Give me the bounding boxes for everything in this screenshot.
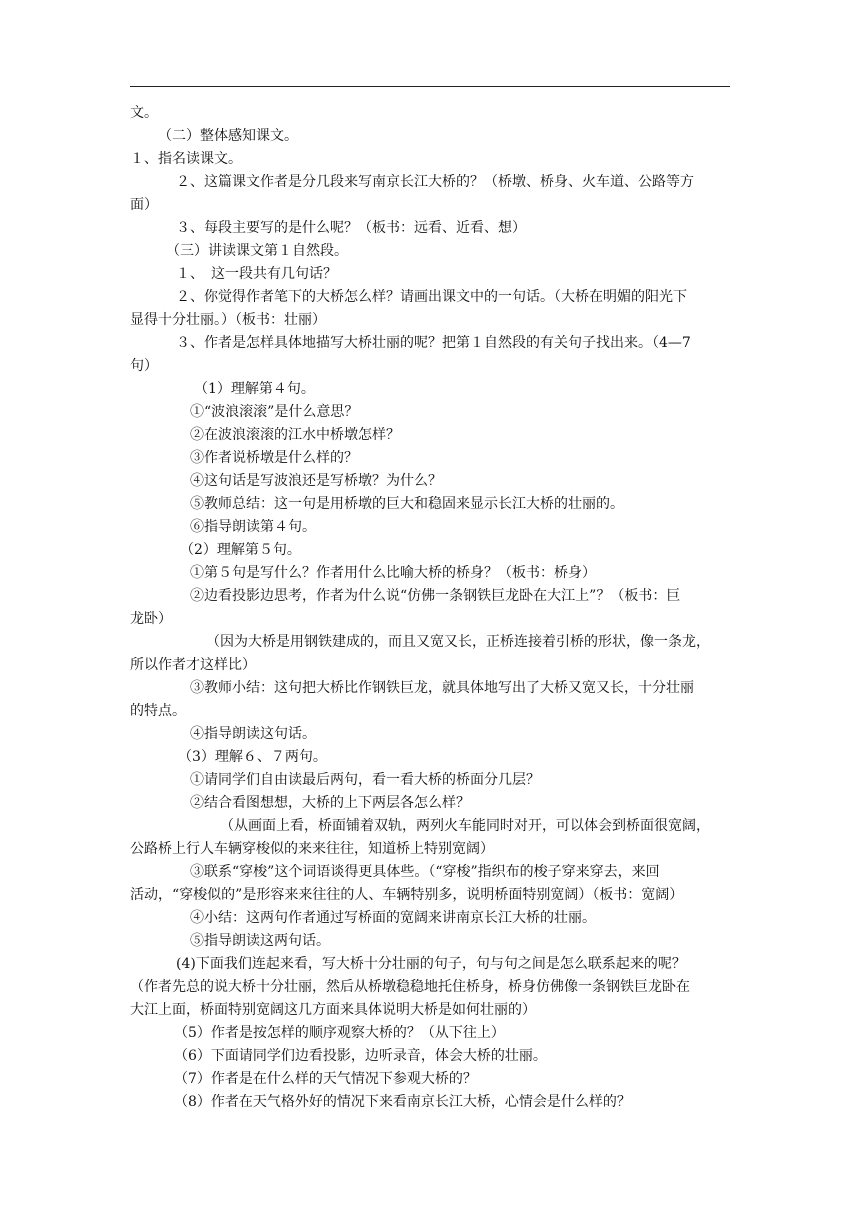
text-line: ⑥指导朗读第４句。 <box>190 519 316 535</box>
text-line: 面） <box>130 197 158 213</box>
document-body <box>130 102 730 1114</box>
text-line: ③联系“穿梭”这个词语谈得更具体些。（“穿梭”指织布的梭子穿来穿去，来回 <box>190 864 660 880</box>
text-line: 的特点。 <box>130 703 186 719</box>
text-line: （7）作者是在什么样的天气情况下参观大桥的？ <box>174 1071 477 1087</box>
text-line: ２、这篇课文作者是分几段来写南京长江大桥的？（桥墩、桥身、火车道、公路等方 <box>176 174 694 190</box>
text-line: （5）作者是按怎样的顺序观察大桥的？（从下往上） <box>174 1025 505 1041</box>
text-line: （三）讲读课文第１自然段。 <box>166 243 348 259</box>
text-line: ④小结：这两句作者通过写桥面的宽阔来讲南京长江大桥的壮丽。 <box>190 910 596 926</box>
text-line: ①“波浪滚滚”是什么意思？ <box>190 404 359 420</box>
text-line: （二）整体感知课文。 <box>158 128 298 144</box>
text-line: ④这句话是写波浪还是写桥墩？为什么？ <box>190 473 442 489</box>
text-line: ①请同学们自由读最后两句，看一看大桥的桥面分几层？ <box>190 772 540 788</box>
text-line: 显得十分壮丽。）（板书：壮丽） <box>130 312 326 328</box>
text-line: 大江上面，桥面特别宽阔这几方面来具体说明大桥是如何壮丽的） <box>130 1002 536 1018</box>
text-line: （8）作者在天气格外好的情况下来看南京长江大桥，心情会是什么样的？ <box>174 1094 631 1110</box>
text-line: ③教师小结：这句把大桥比作钢铁巨龙，就具体地写出了大桥又宽又长，十分壮丽 <box>190 680 694 696</box>
text-line: ２、你觉得作者笔下的大桥怎么样？请画出课文中的一句话。（大桥在明媚的阳光下 <box>176 289 687 305</box>
text-line: （从画面上看，桥面铺着双轨，两列火车能同时对开，可以体会到桥面很宽阔， <box>220 818 710 834</box>
header-rule <box>130 86 730 87</box>
text-line: 所以作者才这样比） <box>130 657 256 673</box>
text-line: （1）理解第４句。 <box>194 381 315 397</box>
text-line: 文。 <box>130 105 158 121</box>
text-line: ①第５句是写什么？作者用什么比喻大桥的桥身？（板书：桥身） <box>190 565 596 581</box>
text-line: ④指导朗读这句话。 <box>190 726 316 742</box>
text-line: １、指名读课文。 <box>130 151 242 167</box>
text-line: １、 这一段共有几句话？ <box>176 266 337 282</box>
text-line: ③作者说桥墩是什么样的？ <box>190 450 358 466</box>
text-line: 公路桥上行人车辆穿梭似的来来往往，知道桥上特别宽阔） <box>130 841 494 857</box>
text-line: (4)下面我们连起来看，写大桥十分壮丽的句子，句与句之间是怎么联系起来的呢？ <box>176 956 686 972</box>
text-line: （因为大桥是用钢铁建成的，而且又宽又长，正桥连接着引桥的形状，像一条龙， <box>206 634 710 650</box>
text-line: （3）理解６、７两句。 <box>178 749 327 765</box>
text-line: 龙卧） <box>130 611 172 627</box>
text-line: 活动，“穿梭似的”是形容来来往往的人、车辆特别多，说明桥面特别宽阔）（板书：宽阔） <box>130 887 684 903</box>
text-line: ⑤指导朗读这两句话。 <box>190 933 330 949</box>
text-line: ②在波浪滚滚的江水中桥墩怎样？ <box>190 427 400 443</box>
text-line: ３、作者是怎样具体地描写大桥壮丽的呢？把第１自然段的有关句子找出来。（4—7 <box>176 335 691 351</box>
text-line: ⑤教师总结：这一句是用桥墩的巨大和稳固来显示长江大桥的壮丽的。 <box>190 496 624 512</box>
text-line: （作者先总的说大桥十分壮丽，然后从桥墩稳稳地托住桥身，桥身仿佛像一条钢铁巨龙卧在 <box>130 979 690 995</box>
text-line: ②结合看图想想，大桥的上下两层各怎么样？ <box>190 795 470 811</box>
text-line: ３、每段主要写的是什么呢？（板书：远看、近看、想） <box>176 220 526 236</box>
text-line: （6）下面请同学们边看投影，边听录音，体会大桥的壮丽。 <box>174 1048 547 1064</box>
text-line: 句） <box>130 358 158 374</box>
text-line: （2）理解第５句。 <box>180 542 301 558</box>
text-line: ②边看投影边思考，作者为什么说“仿佛一条钢铁巨龙卧在大江上”？（板书：巨 <box>190 588 681 604</box>
